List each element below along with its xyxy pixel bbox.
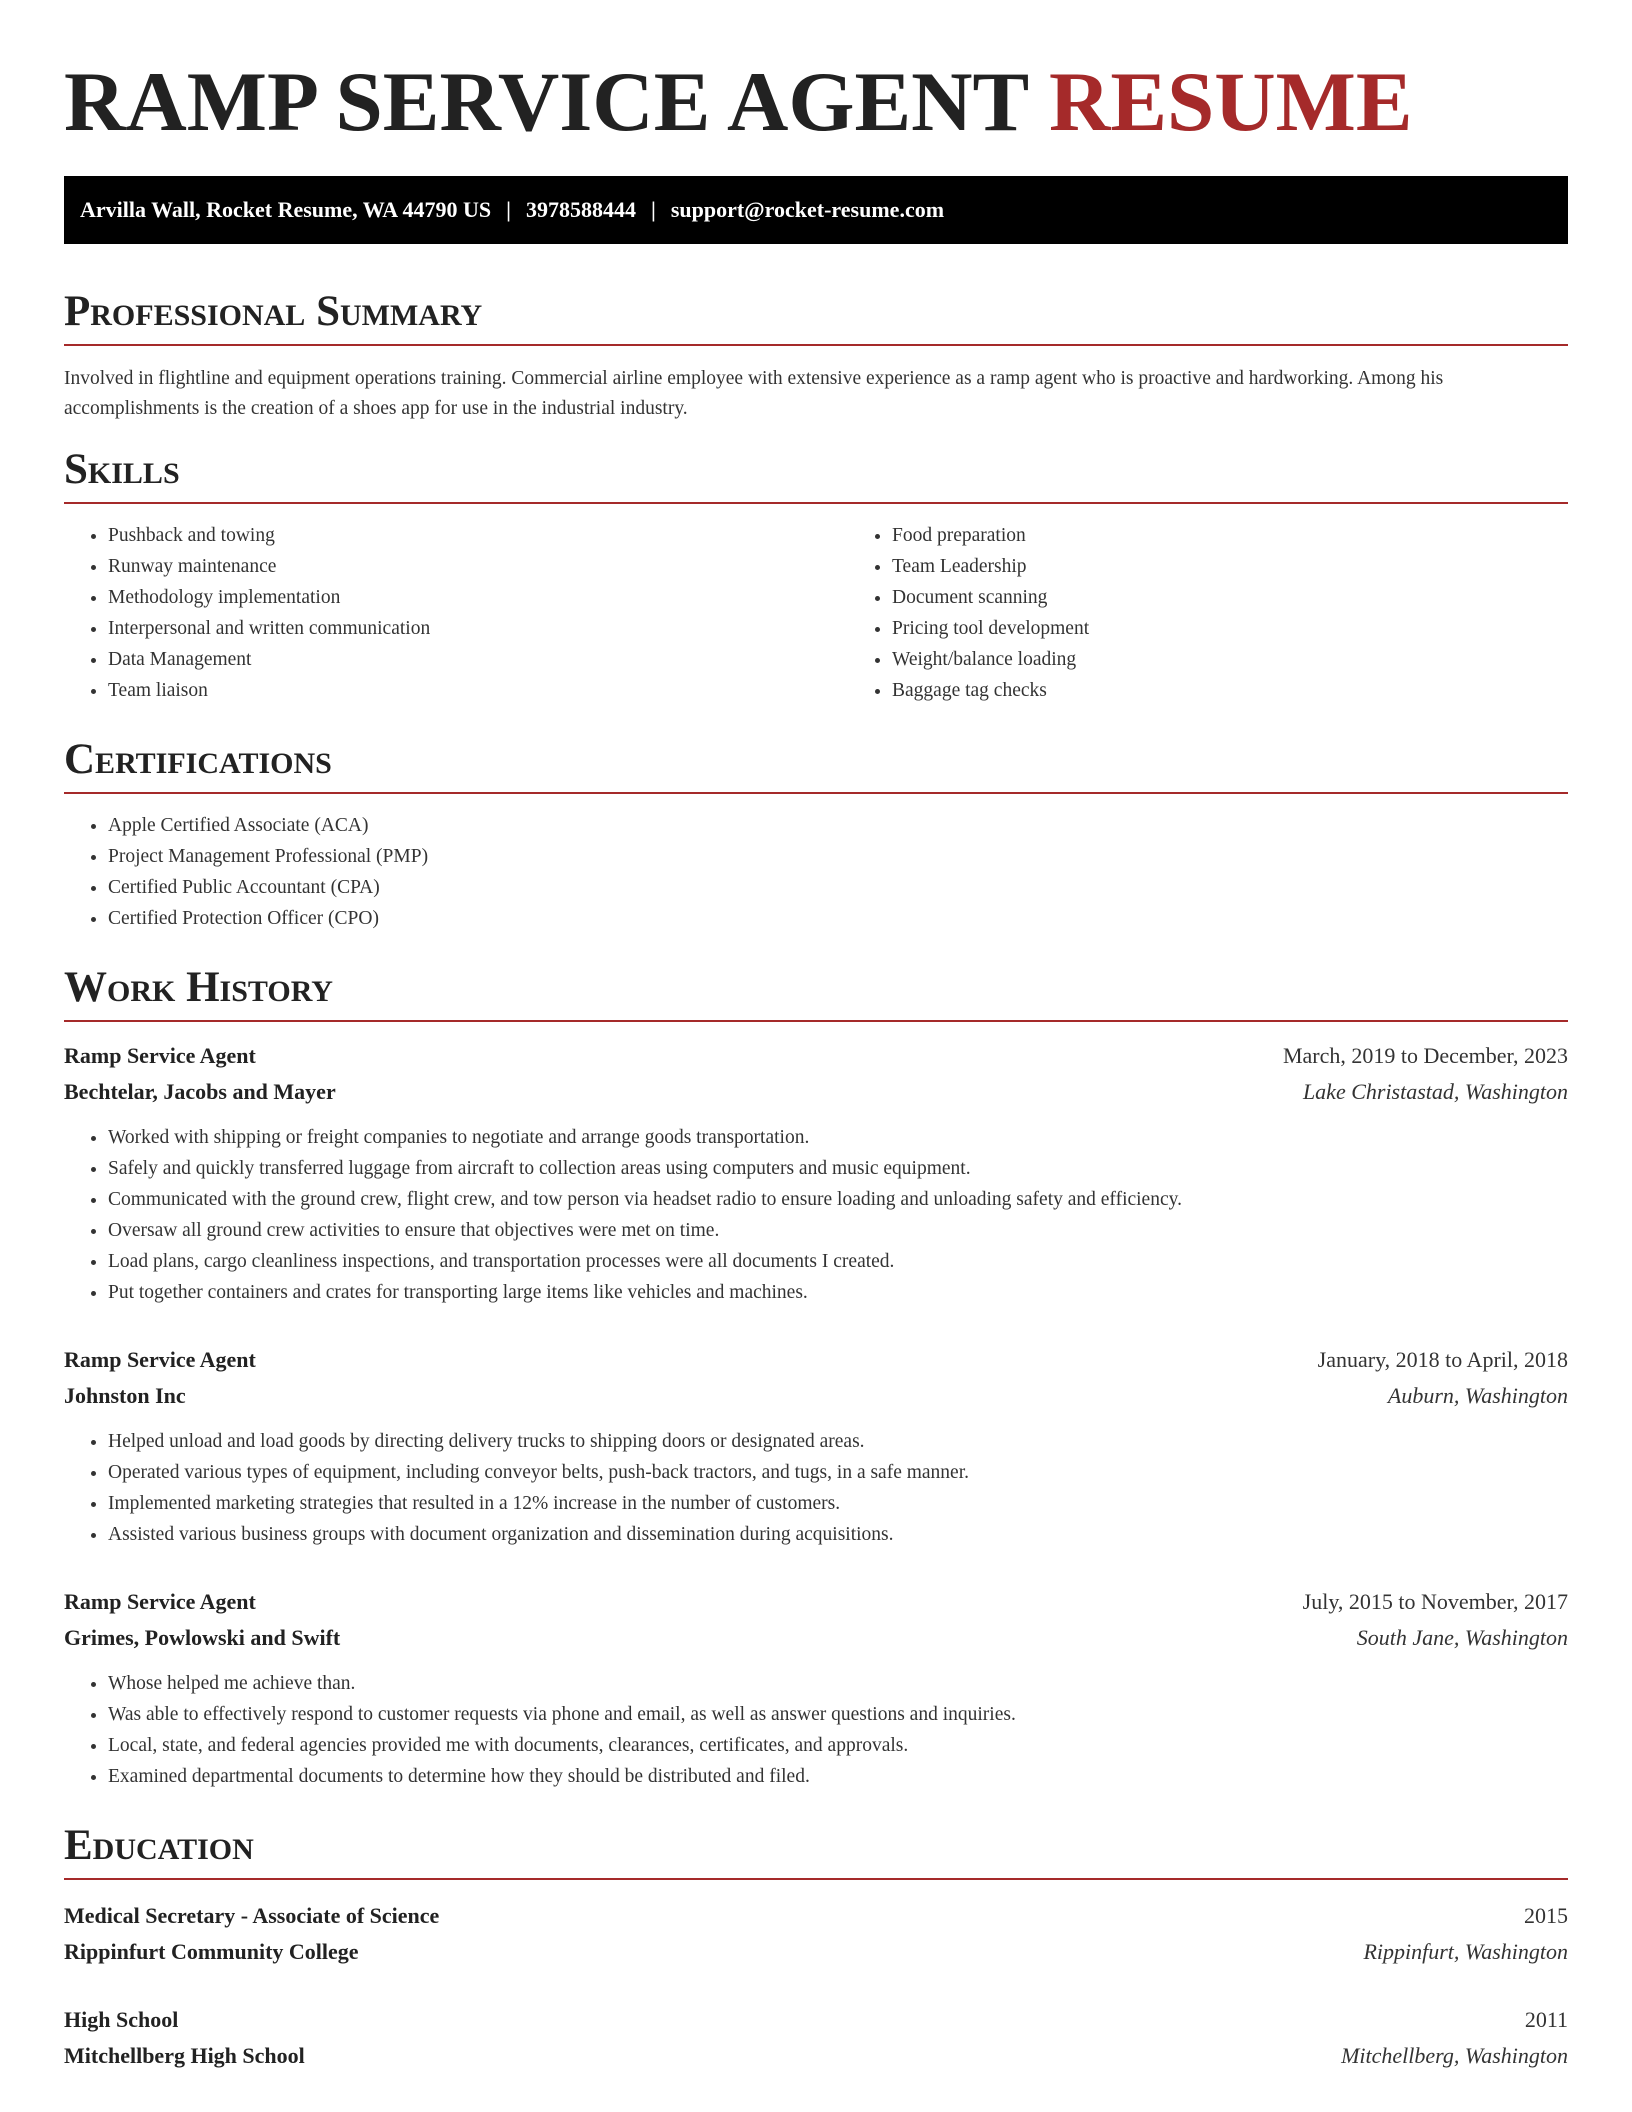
certification-item: • Apple Certified Associate (ACA) [108,810,1568,841]
skill-item: • Team liaison [108,675,848,706]
skill-item: • Weight/balance loading [892,644,1632,675]
education-school: Rippinfurt Community College [64,1939,359,1964]
job-entry [64,1342,1568,1550]
certification-item: • Certified Protection Officer (CPO) [108,903,1568,934]
job-bullets [64,1426,1568,1550]
job-bullets [64,1668,1568,1792]
job-bullet: • Implemented marketing strategies that resulted in a 12% increase in the number of customers. [108,1488,1568,1519]
title-main: RAMP SERVICE AGENT [64,55,1028,149]
skill-item: • Data Management [108,644,848,675]
education-entry [64,1898,1568,1970]
work-heading: Work History [64,964,1568,1022]
certifications-section [64,736,1568,934]
job-company: Bechtelar, Jacobs and Mayer [64,1079,336,1104]
job-bullet: • Was able to effectively respond to customer requests via phone and email, as well as answer questions and inquiries. [108,1699,1568,1730]
skill-item: • Food preparation [892,520,1632,551]
certification-item: • Certified Public Accountant (CPA) [108,872,1568,903]
education-year: 2011 [1524,2007,1568,2032]
job-title: Ramp Service Agent [64,1589,256,1614]
skill-item: • Interpersonal and written communication [108,613,848,644]
job-company: Johnston Inc [64,1383,186,1408]
job-location: Auburn, Washington [1387,1383,1568,1408]
job-entry [64,1038,1568,1308]
job-title: Ramp Service Agent [64,1043,256,1068]
job-location: South Jane, Washington [1356,1625,1568,1650]
job-bullet: • Worked with shipping or freight companies to negotiate and arrange goods transportation. [108,1122,1568,1153]
education-location: Mitchellberg, Washington [1341,2043,1568,2068]
skills-heading: Skills [64,446,1568,504]
job-bullet: • Helped unload and load goods by directing delivery trucks to shipping doors or designated areas. [108,1426,1568,1457]
skill-item: • Runway maintenance [108,551,848,582]
education-location: Rippinfurt, Washington [1363,1939,1568,1964]
job-bullet: • Local, state, and federal agencies provided me with documents, clearances, certificates, and approvals. [108,1730,1568,1761]
job-bullet: • Put together containers and crates for transporting large items like vehicles and machines. [108,1277,1568,1308]
certifications-list [64,810,1568,934]
job-bullet: • Assisted various business groups with document organization and dissemination during acquisitions. [108,1519,1568,1550]
job-location: Lake Christastad, Washington [1302,1079,1568,1104]
job-bullet: • Load plans, cargo cleanliness inspections, and transportation processes were all documents I created. [108,1246,1568,1277]
education-degree: High School [64,2007,179,2032]
skill-item: • Methodology implementation [108,582,848,613]
work-section [64,964,1568,1792]
job-dates: January, 2018 to April, 2018 [1317,1347,1568,1372]
job-bullet: • Examined departmental documents to determine how they should be distributed and filed. [108,1761,1568,1792]
summary-text: Involved in flightline and equipment operations training. Commercial airline employee with extensive experience as a ramp agent who is proactive and hardworking. Among his accomplishments is the creation of a shoes app for use in the industrial industry. [64,368,1444,419]
job-dates: March, 2019 to December, 2023 [1282,1043,1568,1068]
contact-phone: 3978588444 [525,197,636,222]
education-heading: Education [64,1822,1568,1880]
contact-separator: | [650,197,656,222]
summary-section [64,288,1568,424]
job-bullet: • Whose helped me achieve than. [108,1668,1568,1699]
contact-bar [64,176,1568,244]
contact-address: Arvilla Wall, Rocket Resume, WA 44790 US [80,197,492,222]
job-bullet: • Communicated with the ground crew, flight crew, and tow person via headset radio to ensure loading and unloading safety and efficiency. [108,1184,1568,1215]
title-accent: RESUME [1048,55,1413,149]
job-bullet: • Oversaw all ground crew activities to ensure that objectives were met on time. [108,1215,1568,1246]
skills-list-left [64,520,848,706]
education-year: 2015 [1524,1903,1568,1928]
contact-email: support@rocket-resume.com [670,197,945,222]
education-school: Mitchellberg High School [64,2043,305,2068]
job-company: Grimes, Powlowski and Swift [64,1625,341,1650]
job-dates: July, 2015 to November, 2017 [1302,1589,1568,1614]
skill-item: • Pushback and towing [108,520,848,551]
certifications-heading: Certifications [64,736,1568,794]
skill-item: • Team Leadership [892,551,1632,582]
resume-page [64,0,1568,2074]
skills-grid [64,504,1568,706]
job-entry [64,1584,1568,1792]
skill-item: • Pricing tool development [892,613,1632,644]
job-bullets [64,1122,1568,1308]
skills-section [64,446,1568,706]
certification-item: • Project Management Professional (PMP) [108,841,1568,872]
summary-heading: Professional Summary [64,288,1568,346]
job-bullet: • Safely and quickly transferred luggage from aircraft to collection areas using computers and music equipment. [108,1153,1568,1184]
skill-item: • Baggage tag checks [892,675,1632,706]
resume-title [64,52,1568,152]
job-bullet: • Operated various types of equipment, including conveyor belts, push-back tractors, and tugs, in a safe manner. [108,1457,1568,1488]
education-degree: Medical Secretary - Associate of Science [64,1903,440,1928]
skill-item: • Document scanning [892,582,1632,613]
skills-list-right [848,520,1632,706]
job-title: Ramp Service Agent [64,1347,256,1372]
education-section [64,1822,1568,2074]
education-entry [64,2002,1568,2074]
contact-separator: | [506,197,511,222]
